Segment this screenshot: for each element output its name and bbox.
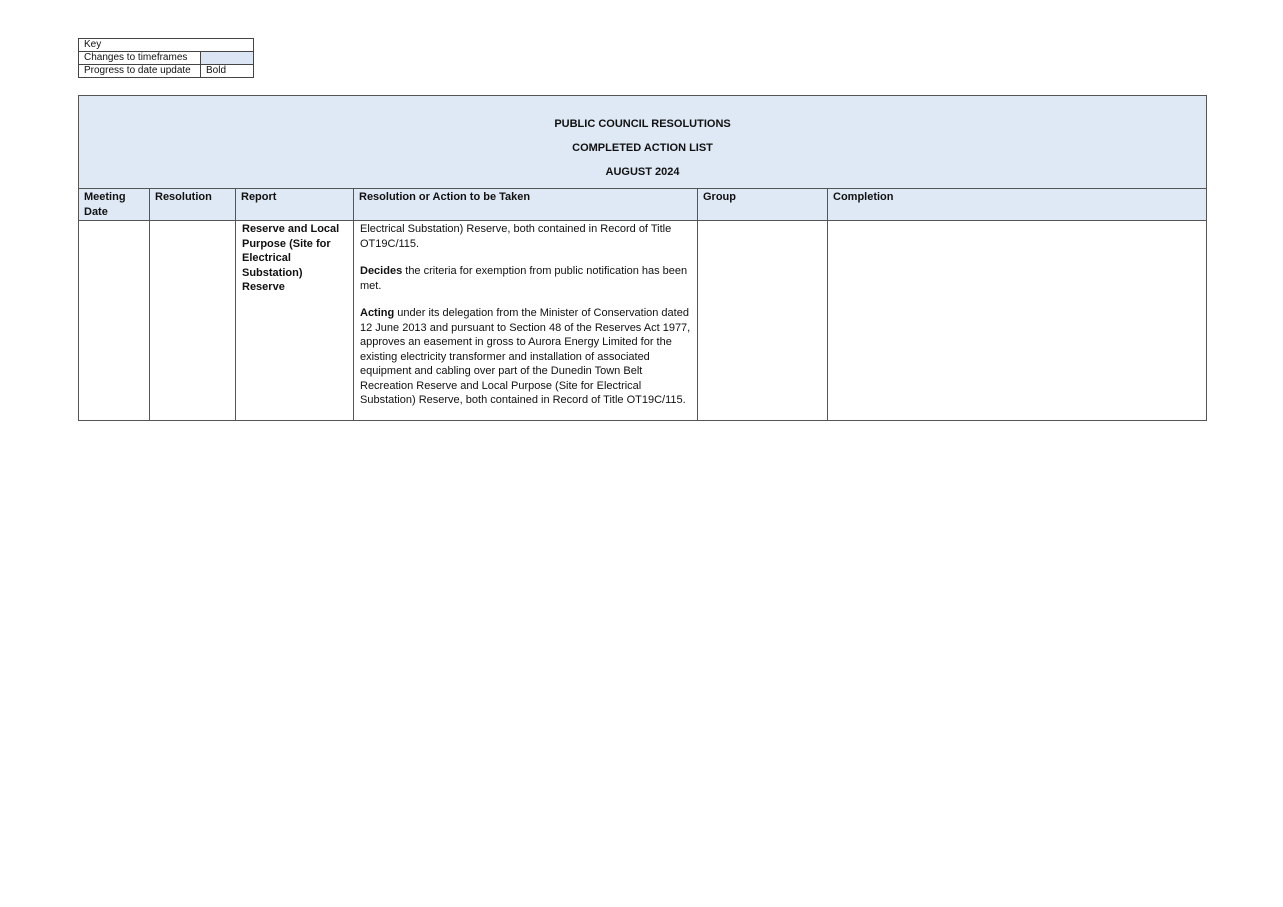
col-header-completion: Completion	[828, 189, 1207, 221]
key-table	[78, 38, 254, 78]
col-header-resolution: Resolution	[150, 189, 236, 221]
cell-meeting-date	[79, 221, 150, 421]
resolutions-table	[78, 95, 1207, 421]
action-paragraph-3	[360, 306, 691, 408]
col-header-report: Report	[236, 189, 354, 221]
table-title	[79, 96, 1207, 189]
action-keyword-decides: Decides	[360, 265, 403, 277]
cell-group	[698, 221, 828, 421]
key-label-progress: Progress to date update	[79, 65, 201, 78]
title-line-2: COMPLETED ACTION LIST	[572, 142, 713, 154]
col-header-group: Group	[698, 189, 828, 221]
cell-completion	[828, 221, 1207, 421]
key-label-timeframes: Changes to timeframes	[79, 52, 201, 65]
action-text-acting: under its delegation from the Minister of Conservation dated 12 June 2013 and pursuant to Section 48 of the Reserves Act 1977, approves an easement in gross to Aurora Energy Limited for the existing electricity transformer and installation of associated equipment and cabling over part of the Dunedin Town Belt Recreation Reserve and Local Purpose (Site for Electrical Substation) Reserve, both contained in Record of Title OT19C/115.	[360, 307, 691, 406]
action-paragraph-1: Electrical Substation) Reserve, both contained in Record of Title OT19C/115.	[360, 223, 672, 250]
key-swatch-timeframes	[201, 52, 254, 65]
col-header-action: Resolution or Action to be Taken	[354, 189, 698, 221]
action-text-decides: the criteria for exemption from public notification has been met.	[360, 265, 688, 292]
cell-action	[354, 221, 698, 421]
key-header: Key	[79, 39, 254, 52]
key-value-progress: Bold	[201, 65, 254, 78]
col-header-meeting-date: Meeting Date	[79, 189, 150, 221]
cell-report: Reserve and Local Purpose (Site for Electrical Substation) Reserve	[236, 221, 354, 421]
action-keyword-acting: Acting	[360, 307, 395, 319]
action-paragraph-2	[360, 264, 691, 293]
title-line-1: PUBLIC COUNCIL RESOLUTIONS	[554, 118, 731, 130]
title-line-3: AUGUST 2024	[605, 166, 680, 178]
cell-resolution	[150, 221, 236, 421]
table-row	[79, 221, 1207, 421]
